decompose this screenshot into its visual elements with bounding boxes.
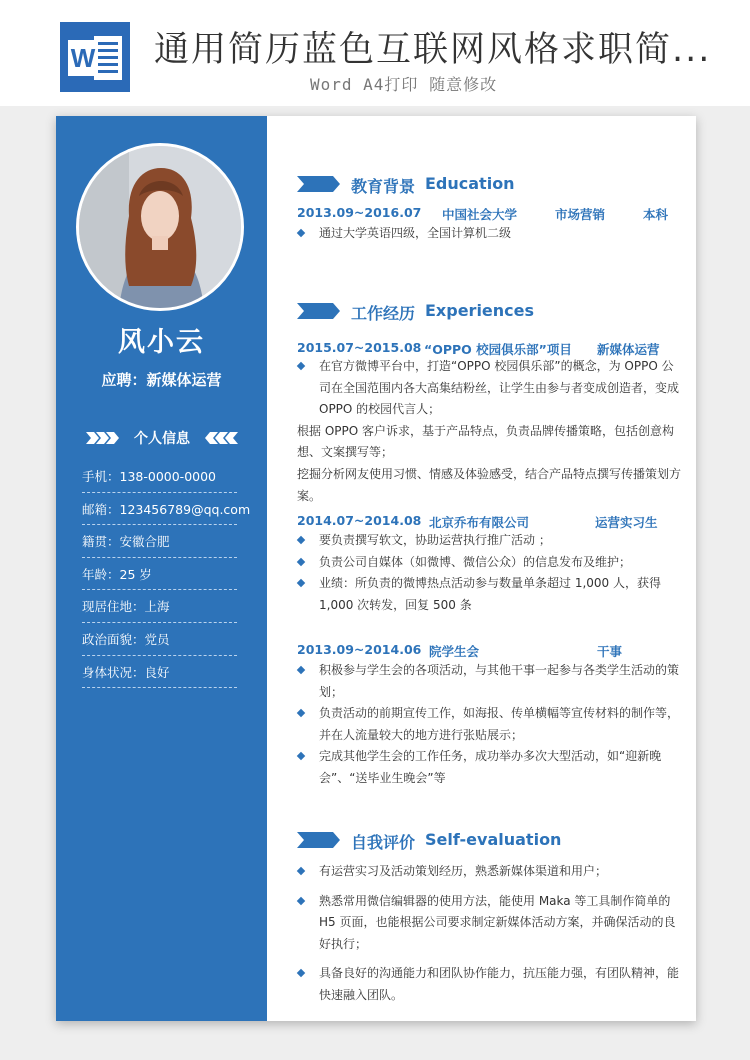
personal-info-list (82, 460, 251, 688)
job-role: 干事 (597, 644, 623, 659)
top-banner (0, 0, 750, 106)
bullet-diamond-icon (297, 557, 305, 565)
job-period: 2014.07~2014.08 (297, 513, 422, 528)
resume-page (56, 116, 696, 1021)
document-subtitle: Word A4打印 随意修改 (310, 75, 498, 94)
education-major: 市场营销 (555, 207, 606, 222)
education-title-cn: 教育背景 (351, 177, 416, 196)
education-details (297, 223, 682, 245)
bullet-diamond-icon (297, 536, 305, 544)
education-period: 2013.09~2016.07 (297, 205, 422, 220)
list-item: 要负责撰写软文，协助运营执行推广活动 ； (297, 530, 682, 552)
list-item: 负责活动的前期宣传工作，如海报、传单横幅等宣传材料的制作等，并在人流量较大的地方进行张贴展示； (297, 703, 682, 746)
bullet-diamond-icon (297, 969, 305, 977)
avatar (76, 143, 244, 311)
list-item: 负责公司自媒体（如微博、微信公众）的信息发布及维护； (297, 552, 682, 574)
list-item: 通过大学英语四级，全国计算机二级 (297, 223, 682, 245)
info-political-status: 政治面貌：党员 (82, 623, 237, 656)
list-item: 积极参与学生会的各项活动，与其他干事一起参与各类学生活动的策划； (297, 660, 682, 703)
section-arrows-icon (297, 176, 341, 192)
bullet-diamond-icon (297, 896, 305, 904)
list-item: 挖掘分析网友使用习惯、情感及体验感受，结合产品特点撰写传播策划方案。 (297, 466, 682, 503)
work-title-en: Experiences (425, 301, 535, 320)
info-health: 身体状况：良好 (82, 656, 237, 689)
section-arrows-icon (297, 832, 341, 848)
job-org: “OPPO 校园俱乐部”项目 (424, 342, 572, 357)
candidate-name: 风小云 (118, 327, 205, 358)
list-item: 具备良好的沟通能力和团队协作能力，抗压能力强，有团队精神，能快速融入团队。 (297, 963, 682, 1006)
list-item: 熟悉常用微信编辑器的使用方法，能使用 Maka 等工具制作简单的 H5 页面，也能根据公司要求制定新媒体活动方案，并确保活动的良好执行； (297, 891, 682, 956)
bullet-diamond-icon (297, 709, 305, 717)
word-icon (60, 22, 130, 92)
list-item: 有运营实习及活动策划经历，熟悉新媒体渠道和用户； (297, 861, 682, 883)
bullet-diamond-icon (297, 579, 305, 587)
sidebar (56, 116, 267, 1021)
bullet-diamond-icon (297, 752, 305, 760)
info-residence: 现居住地：上海 (82, 590, 237, 623)
main-content (267, 116, 696, 1021)
job-role: 新媒体运营 (597, 342, 660, 357)
job-details (297, 660, 682, 790)
bullet-diamond-icon (297, 229, 305, 237)
list-item: 在官方微博平台中，打造“OPPO 校园俱乐部”的概念，为 OPPO 公司在全国范围内各大高集结粉丝，让学生由参与者变成创造者，变成 OPPO 的校园代言人； (297, 356, 682, 421)
info-email: 邮箱：123456789@qq.com (82, 493, 237, 526)
self-evaluation-details (297, 861, 682, 1007)
job-details (297, 530, 682, 616)
job-period: 2013.09~2014.06 (297, 642, 422, 657)
job-role: 运营实习生 (595, 515, 658, 530)
job-org: 院学生会 (429, 644, 480, 659)
word-icon-letter: W (70, 43, 96, 73)
document-title: 通用简历蓝色互联网风格求职简... (154, 30, 712, 70)
personal-info-heading (86, 428, 238, 448)
bullet-diamond-icon (297, 867, 305, 875)
education-school: 中国社会大学 (442, 207, 518, 222)
section-arrows-icon (297, 303, 341, 319)
education-title-en: Education (425, 174, 515, 193)
list-item: 根据 OPPO 客户诉求，基于产品特点，负责品牌传播策略，包括创意构想、文案撰写等； (297, 423, 674, 460)
job-period: 2015.07~2015.08 (297, 340, 422, 355)
info-hometown: 籍贯：安徽合肥 (82, 525, 237, 558)
list-item: 完成其他学生会的工作任务，成功举办多次大型活动，如“迎新晚会”、“送毕业生晚会”等 (297, 746, 682, 789)
list-item: 业绩：所负责的微博热点活动参与数量单条超过 1,000 人，获得 1,000 次转发，回复 500 条 (297, 573, 682, 616)
work-title-cn: 工作经历 (351, 304, 416, 323)
info-age: 年龄：25 岁 (82, 558, 237, 591)
self-title-cn: 自我评价 (351, 833, 416, 852)
bullet-diamond-icon (297, 666, 305, 674)
self-title-en: Self-evaluation (425, 830, 562, 849)
job-org: 北京乔布有限公司 (429, 515, 530, 530)
education-degree: 本科 (643, 207, 669, 222)
job-details (297, 356, 682, 507)
applied-position: 应聘：新媒体运营 (101, 371, 222, 389)
bullet-diamond-icon (297, 362, 305, 370)
chevrons-left-icon (204, 432, 238, 444)
info-phone: 手机：138-0000-0000 (82, 460, 237, 493)
personal-info-title: 个人信息 (134, 431, 190, 447)
